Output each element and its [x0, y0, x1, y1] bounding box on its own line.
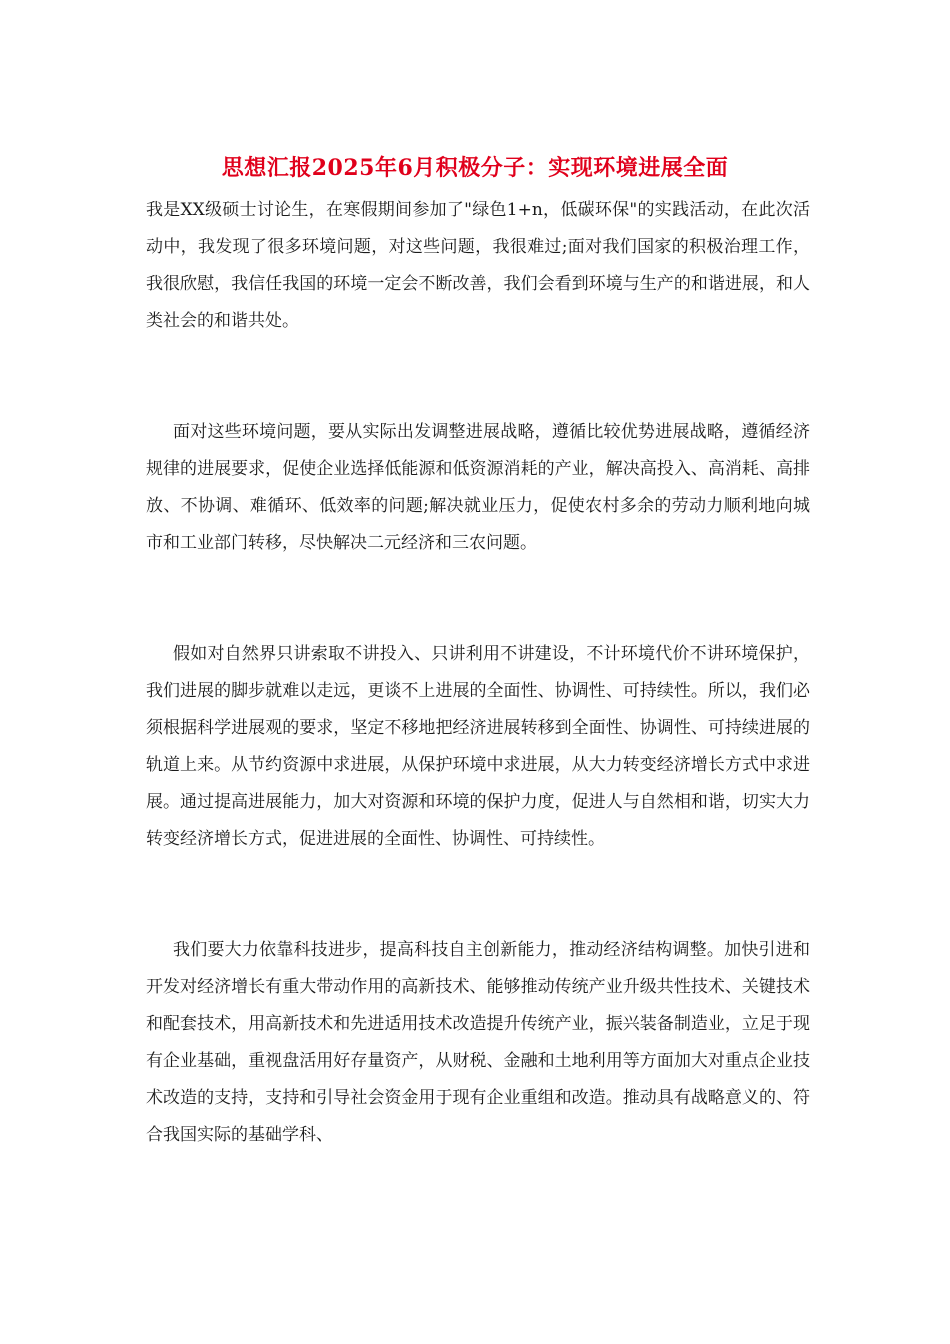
paragraph-gap [146, 562, 810, 636]
paragraph-1: 我是XX级硕士讨论生，在寒假期间参加了"绿色1+n，低碳环保"的实践活动，在此次活动中，我发现了很多环境问题，对这些问题，我很难过;面对我们国家的积极治理工作，我很欣慰，我信任我国的环境一定会不断改善，我们会看到环境与生产的和谐进展，和人类社会的和谐共处。 [146, 200, 810, 331]
paragraph-2: 面对这些环境问题，要从实际出发调整进展战略，遵循比较优势进展战略，遵循经济规律的进展要求，促使企业选择低能源和低资源消耗的产业，解决高投入、高消耗、高排放、不协调、难循环、低效率的问题;解决就业压力，促使农村多余的劳动力顺利地向城市和工业部门转移，尽快解决二元经济和三农问题。 [146, 422, 810, 553]
paragraph-4: 我们要大力依靠科技进步，提高科技自主创新能力，推动经济结构调整。加快引进和开发对经济增长有重大带动作用的高新技术、能够推动传统产业升级共性技术、关键技术和配套技术，用高新技术和先进适用技术改造提升传统产业，振兴装备制造业，立足于现有企业基础，重视盘活用好存量资产，从财税、金融和土地利用等方面加大对重点企业技术改造的支持，支持和引导社会资金用于现有企业重组和改造。推动具有战略意义的、符合我国实际的基础学科、 [146, 940, 810, 1145]
paragraph-gap [146, 858, 810, 932]
paragraph-gap [146, 340, 810, 414]
document-body [146, 192, 810, 1154]
paragraph-3: 假如对自然界只讲索取不讲投入、只讲利用不讲建设，不计环境代价不讲环境保护，我们进展的脚步就难以走远，更谈不上进展的全面性、协调性、可持续性。所以，我们必须根据科学进展观的要求，坚定不移地把经济进展转移到全面性、协调性、可持续进展的轨道上来。从节约资源中求进展，从保护环境中求进展，从大力转变经济增长方式中求进展。通过提高进展能力，加大对资源和环境的保护力度，促进人与自然相和谐，切实大力转变经济增长方式，促进进展的全面性、协调性、可持续性。 [146, 644, 810, 849]
document-title: 思想汇报2025年6月积极分子：实现环境进展全面 [221, 155, 729, 181]
